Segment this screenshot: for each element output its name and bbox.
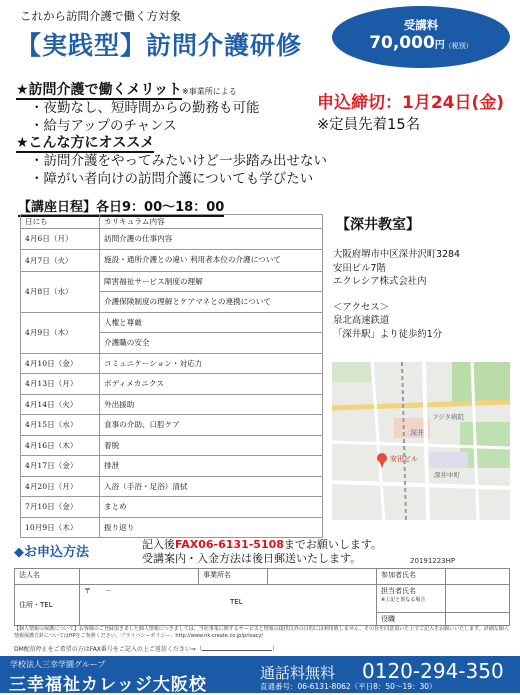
fee-label: 受講料	[403, 18, 439, 32]
merit-item: ・夜勤なし、短時間からの勤務も可能	[30, 100, 260, 116]
access-line: 泉北高速鉄道	[333, 315, 390, 326]
row-date: 4月7日（火）	[21, 249, 100, 271]
fee-badge	[332, 6, 510, 68]
dm-fax-field[interactable]	[202, 650, 272, 651]
row-date: 4月17日（金）	[21, 456, 100, 477]
row-date: 4月15日（水）	[21, 415, 100, 436]
row-curriculum: 施設・通所介護との違い 利用者本位の介護について	[100, 249, 323, 271]
recommend-heading-text: ★こんな方にオススメ	[16, 135, 155, 151]
tel-mark: TEL	[230, 598, 243, 606]
schedule-table	[20, 214, 323, 538]
deadline: 申込締切：1月24日(金)	[317, 93, 505, 113]
map-label-station: 深井	[410, 429, 424, 437]
footer-free-call-label: 通話料無料	[260, 664, 336, 682]
row-curriculum: 外出援助	[100, 394, 323, 415]
table-row	[21, 517, 323, 538]
merit-item: ・給与アップのチャンス	[30, 118, 177, 134]
row-date: 10月9日（木）	[21, 517, 100, 538]
fax-prefix: 記入後	[142, 538, 175, 551]
table-row	[21, 456, 323, 477]
fax-suffix: までお願いします。	[283, 538, 383, 551]
capacity-limit: ※定員先着15名	[317, 117, 421, 133]
row-date: 4月16日（木）	[21, 435, 100, 456]
table-row	[21, 229, 323, 250]
school-name: 【深井教室】	[336, 217, 420, 233]
contact-label	[377, 585, 446, 613]
form-row	[15, 569, 510, 585]
map-label-district: 深井中町	[434, 471, 460, 479]
table-row	[21, 435, 323, 456]
position-label: 役職	[377, 613, 446, 626]
privacy-notice: 【個人情報の保護について】お客様のご登録頂きました個人情報につきましては、当社事業に関するサービスと情報の提供以外の目的には利用致しません。その旨を同意頂いた上でご記入をお願いいたします。詳細な個人情報保護方針についてはHPをご参照ください。プライバシーポリシー：http://www.nk-create.co.jp/privacy/	[14, 626, 509, 639]
row-curriculum: ボディメカニクス	[100, 374, 323, 395]
row-date: 4月8日（水）	[21, 271, 100, 312]
footer-direct-number: 直通番号：06-6131-8062（平日8：50～19：30）	[260, 682, 437, 691]
row-curriculum: 障害福祉サービス制度の理解	[100, 271, 323, 292]
fee-tax: （税別）	[444, 42, 473, 50]
fax-number[interactable]: FAX06-6131-5108	[175, 538, 284, 551]
address-tel-field[interactable]	[80, 585, 377, 626]
footer-phone-number[interactable]: 0120-294-350	[362, 659, 504, 683]
form-row	[15, 585, 510, 613]
table-row	[21, 394, 323, 415]
course-schedule-heading	[18, 196, 224, 215]
table-row	[21, 476, 323, 497]
row-curriculum: まとめ	[100, 497, 323, 518]
dm-stop-close: ）	[271, 646, 278, 653]
table-row	[21, 271, 323, 292]
row-date: 7月10日（金）	[21, 497, 100, 518]
row-date: 4月20日（月）	[21, 476, 100, 497]
row-curriculum: 振り返り	[100, 517, 323, 538]
subtitle: これから訪問介護で働く方対象	[20, 9, 181, 23]
participant-field[interactable]	[446, 569, 510, 585]
application-form	[14, 568, 510, 626]
map-label-building: 安田ビル	[390, 455, 418, 463]
page-title: 【実践型】訪問介護研修	[16, 31, 303, 60]
school-address	[333, 248, 460, 341]
row-date: 4月9日（木）	[21, 312, 100, 353]
document-id: 20191223HP	[410, 557, 456, 565]
table-row	[21, 353, 323, 374]
column-header-curriculum: カリキュラム内容	[100, 215, 323, 229]
row-curriculum: 介護保険制度の理解とケアマネとの連携について	[100, 292, 323, 313]
table-row	[21, 312, 323, 333]
dm-stop-text: DM配信停止をご希望の方はFAX番号をご記入の上ご返信ください⇒（	[14, 646, 202, 653]
corp-name-field[interactable]	[80, 569, 199, 585]
contact-note: ※上記と異なる場合	[381, 597, 426, 603]
guide-text: 受講案内・入金方法は後日郵送いたします。	[142, 552, 362, 565]
map-graphic	[332, 362, 510, 520]
footer-bar	[0, 656, 520, 693]
course-schedule-heading-text: 【講座日程】各日9：00～18：00	[18, 200, 225, 215]
recommend-item: ・訪問介護をやってみたいけど一歩踏み出せない	[30, 153, 327, 169]
row-date: 4月6日（月）	[21, 229, 100, 250]
contact-label-text: 担当者氏名	[381, 587, 416, 595]
postal-mark: 〒 －	[84, 587, 112, 595]
table-row	[21, 415, 323, 436]
apply-heading: ◆お申込方法	[14, 545, 89, 560]
merits-heading-text: ★訪問介護で働くメリット	[16, 82, 182, 98]
access-line: 「深井駅」より徒歩約1分	[333, 328, 443, 340]
row-curriculum: 食事の介助、口腔ケア	[100, 415, 323, 436]
merits-note: ※事業所による	[182, 87, 237, 96]
row-date: 4月13日（月）	[21, 374, 100, 395]
address-tel-label: 住所・TEL	[15, 585, 80, 626]
footer-school-name: 三幸福祉カレッジ大阪校	[9, 675, 207, 695]
row-curriculum: コミュニケーション・対応力	[100, 353, 323, 374]
table-header-row	[21, 215, 323, 229]
fee-amount: 70,000	[369, 33, 435, 53]
dm-stop-notice	[14, 644, 278, 653]
office-name-label: 事業所名	[199, 569, 268, 585]
row-date: 4月10日（金）	[21, 353, 100, 374]
corp-name-label: 法人名	[15, 569, 80, 585]
fee-unit: 円	[434, 40, 445, 51]
participant-label: 参加者氏名	[377, 569, 446, 585]
row-curriculum: 着脱	[100, 435, 323, 456]
map-label-hospital: フジタ病院	[432, 413, 464, 421]
fee-price	[332, 33, 510, 53]
position-field[interactable]	[446, 613, 510, 626]
column-header-date: 日にち	[21, 215, 100, 229]
address-line: エクレシア株式会社内	[333, 276, 427, 287]
row-curriculum: 排泄	[100, 456, 323, 477]
address-line: 安田ビル7階	[333, 262, 386, 274]
table-row	[21, 497, 323, 518]
access-heading: ＜アクセス＞	[333, 301, 389, 313]
row-curriculum: 人権と尊厳	[100, 312, 323, 333]
office-name-field[interactable]	[268, 569, 377, 585]
row-curriculum: 訪問介護の仕事内容	[100, 229, 323, 250]
row-curriculum: 介護職の安全	[100, 333, 323, 354]
access-map	[332, 362, 510, 520]
table-row	[21, 374, 323, 395]
contact-field[interactable]	[446, 585, 510, 613]
table-row	[21, 249, 323, 271]
recommend-item: ・障がい者向けの訪問介護についても学びたい	[30, 171, 314, 187]
footer-group: 学校法人三幸学園グループ	[10, 660, 106, 669]
row-date: 4月14日（火）	[21, 394, 100, 415]
row-curriculum: 入浴（手浴・足浴）清拭	[100, 476, 323, 497]
address-line: 大阪府堺市中区深井沢町3284	[333, 249, 460, 260]
